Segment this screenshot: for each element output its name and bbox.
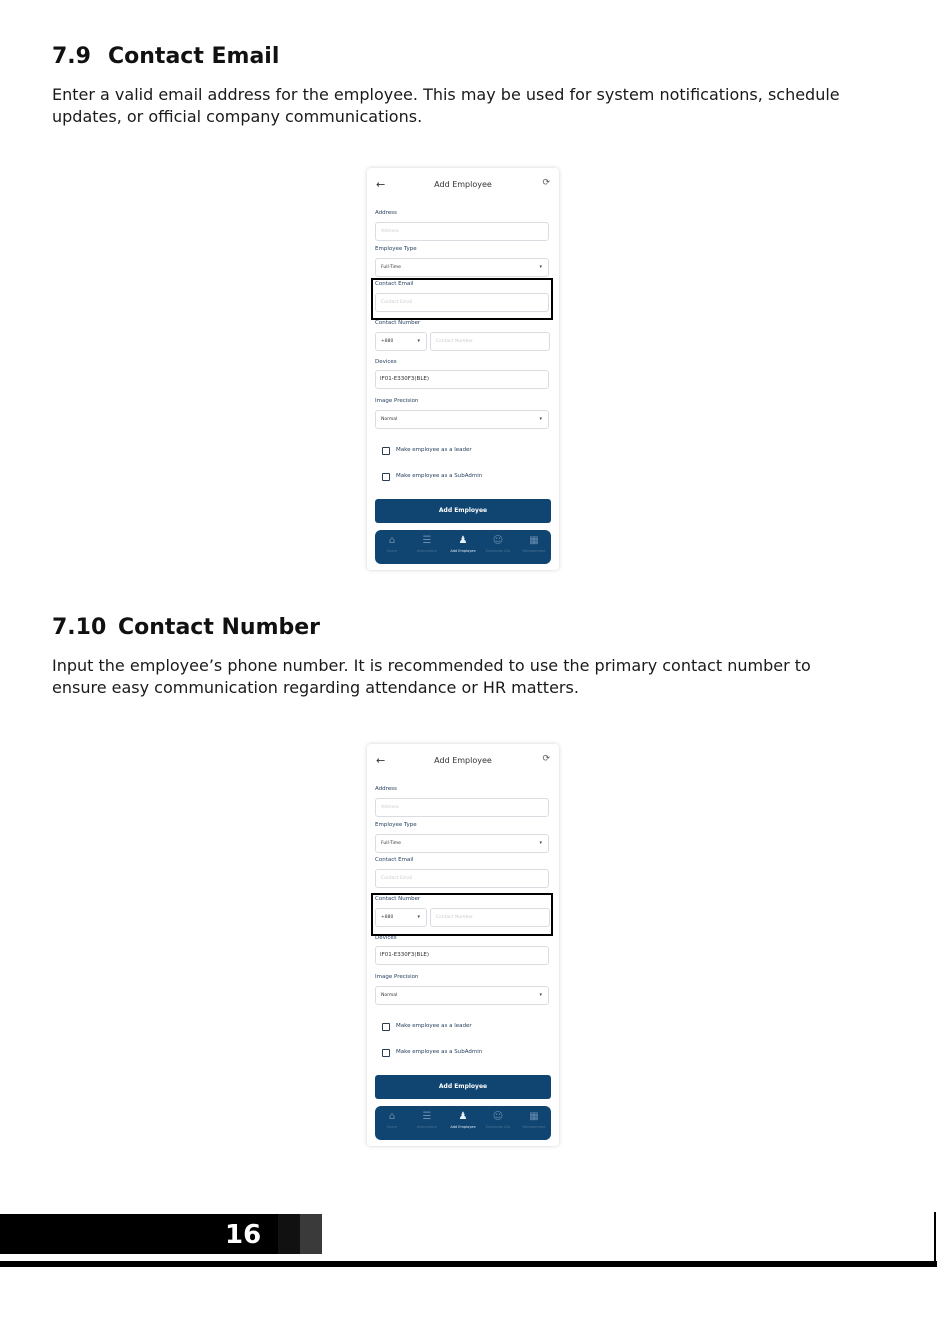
contact-email-placeholder: Contact Email (381, 876, 413, 881)
employee-type-select[interactable] (375, 258, 549, 277)
contact-number-placeholder: Contact Number (436, 915, 474, 920)
employee-type-value: Full-Time (381, 841, 401, 846)
nav-home[interactable] (375, 534, 409, 554)
section-heading-contact-number (52, 615, 320, 640)
nav-label: Management (522, 549, 546, 553)
nav-employee-list[interactable] (481, 534, 515, 554)
section-title: Contact Email (108, 44, 280, 69)
devices-field[interactable] (375, 370, 549, 389)
calendar-icon: ▦ (529, 1111, 539, 1122)
leader-checkbox[interactable] (382, 447, 390, 455)
address-placeholder: Address (381, 229, 399, 234)
image-precision-label: Image Precision (375, 398, 419, 404)
employee-type-label: Employee Type (375, 246, 417, 252)
devices-field[interactable] (375, 946, 549, 965)
nav-label: Employee List (485, 549, 511, 553)
country-code-select[interactable] (375, 332, 427, 351)
employee-type-label: Employee Type (375, 822, 417, 828)
calendar-icon: ▦ (529, 535, 539, 546)
subadmin-checkbox-label: Make employee as a SubAdmin (396, 473, 483, 479)
nav-employee-list[interactable] (481, 1110, 515, 1130)
page-number: 16 (225, 1220, 262, 1250)
subadmin-checkbox[interactable] (382, 473, 390, 481)
list-icon: ☰ (422, 535, 432, 546)
add-user-icon: ♟ (458, 1111, 468, 1122)
nav-label: Management (522, 1125, 546, 1129)
image-precision-select[interactable] (375, 410, 549, 429)
devices-label: Devices (375, 935, 397, 941)
subadmin-checkbox-label: Make employee as a SubAdmin (396, 1049, 483, 1055)
chevron-down-icon: ▾ (539, 840, 542, 846)
address-input[interactable] (375, 798, 549, 817)
address-input[interactable] (375, 222, 549, 241)
contact-email-input[interactable] (375, 869, 549, 888)
bottom-nav (375, 1106, 551, 1140)
contact-number-input[interactable] (430, 332, 550, 351)
refresh-icon[interactable]: ⟳ (542, 754, 550, 764)
devices-value: IF01-E330F3(BLE) (380, 376, 430, 382)
phone-screenshot-contact-email (367, 168, 559, 570)
leader-checkbox-label: Make employee as a leader (396, 447, 472, 453)
image-precision-label: Image Precision (375, 974, 419, 980)
nav-home[interactable] (375, 1110, 409, 1130)
chevron-down-icon: ▾ (417, 914, 420, 920)
nav-management[interactable] (517, 534, 551, 554)
nav-attendance[interactable] (410, 534, 444, 554)
nav-label: Home (386, 1125, 398, 1129)
nav-add-employee[interactable] (446, 534, 480, 554)
nav-management[interactable] (517, 1110, 551, 1130)
section-title: Contact Number (118, 615, 321, 640)
image-precision-value: Normal (381, 993, 398, 998)
leader-checkbox-label: Make employee as a leader (396, 1023, 472, 1029)
home-icon: ⌂ (388, 535, 396, 546)
back-arrow-icon[interactable]: ← (376, 178, 386, 191)
subadmin-checkbox[interactable] (382, 1049, 390, 1057)
nav-label: Attendance (416, 1125, 438, 1129)
contact-email-placeholder: Contact Email (381, 300, 413, 305)
employee-type-value: Full-Time (381, 265, 401, 270)
nav-label: Add Employee (450, 549, 476, 553)
nav-add-employee[interactable] (446, 1110, 480, 1130)
user-icon: ☺ (492, 1111, 504, 1122)
section-description: Enter a valid email address for the employee. This may be used for system notifications, schedule updates, or official company communications. (52, 85, 840, 126)
nav-label: Add Employee (450, 1125, 476, 1129)
nav-label: Home (386, 549, 398, 553)
footer-accent-gray (300, 1214, 322, 1254)
devices-label: Devices (375, 359, 397, 365)
app-header (367, 168, 559, 204)
footer-rule (0, 1261, 937, 1267)
home-icon: ⌂ (388, 1111, 396, 1122)
bottom-nav (375, 530, 551, 564)
highlight-box-contact-email (371, 278, 553, 320)
nav-label: Employee List (485, 1125, 511, 1129)
chevron-down-icon: ▾ (539, 264, 542, 270)
image-precision-value: Normal (381, 417, 398, 422)
app-title: Add Employee (434, 756, 492, 765)
footer-accent-dark (278, 1214, 300, 1254)
nav-attendance[interactable] (410, 1110, 444, 1130)
chevron-down-icon: ▾ (417, 338, 420, 344)
app-title: Add Employee (434, 180, 492, 189)
leader-checkbox[interactable] (382, 1023, 390, 1031)
nav-label: Attendance (416, 549, 438, 553)
add-employee-button[interactable]: Add Employee (375, 499, 551, 523)
list-icon: ☰ (422, 1111, 432, 1122)
phone-screenshot-contact-number (367, 744, 559, 1146)
country-code-value: +880 (381, 915, 394, 920)
add-user-icon: ♟ (458, 535, 468, 546)
contact-number-label: Contact Number (375, 320, 421, 326)
image-precision-select[interactable] (375, 986, 549, 1005)
app-header (367, 744, 559, 780)
section-number: 7.10 (52, 615, 107, 640)
user-icon: ☺ (492, 535, 504, 546)
employee-type-select[interactable] (375, 834, 549, 853)
section-heading-contact-email (52, 44, 279, 69)
chevron-down-icon: ▾ (539, 992, 542, 998)
chevron-down-icon: ▾ (539, 416, 542, 422)
refresh-icon[interactable]: ⟳ (542, 178, 550, 188)
address-placeholder: Address (381, 805, 399, 810)
section-number: 7.9 (52, 44, 91, 69)
address-label: Address (375, 786, 397, 792)
section-description: Input the employee’s phone number. It is recommended to use the primary contact number to ensure easy communication regarding attendance or HR matters. (52, 656, 811, 697)
devices-value: IF01-E330F3(BLE) (380, 952, 430, 958)
contact-number-placeholder: Contact Number (436, 339, 474, 344)
address-label: Address (375, 210, 397, 216)
country-code-value: +880 (381, 339, 394, 344)
contact-number-label: Contact Number (375, 896, 421, 902)
back-arrow-icon[interactable]: ← (376, 754, 386, 767)
contact-email-label: Contact Email (375, 281, 414, 287)
add-employee-button[interactable]: Add Employee (375, 1075, 551, 1099)
contact-email-label: Contact Email (375, 857, 414, 863)
highlight-box-contact-number (371, 893, 553, 936)
footer-edge-mark (934, 1212, 936, 1266)
